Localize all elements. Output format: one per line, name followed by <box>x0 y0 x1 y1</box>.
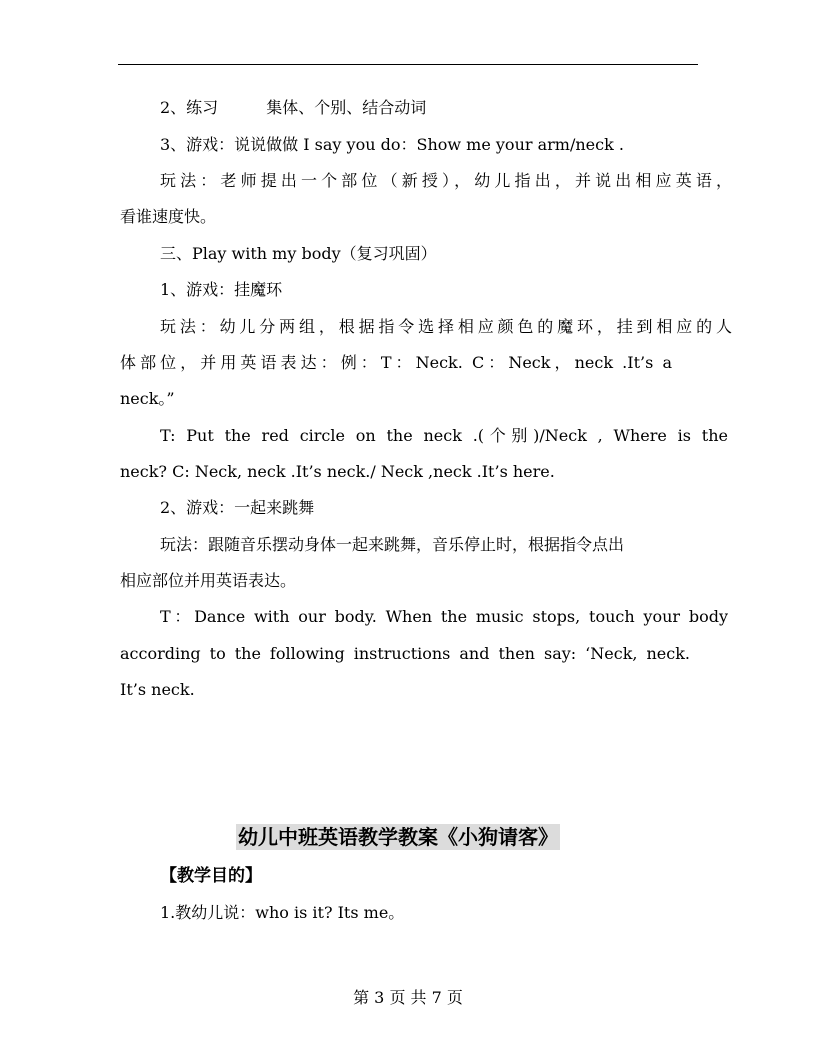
page-footer: 第 3 页 共 7 页 <box>353 988 463 1007</box>
line-game-hoop: 1、游戏：挂魔环 <box>160 280 283 299</box>
line-teacher-put: T: Put the red circle on the neck .(个别)/Neck , Where is the <box>160 426 728 445</box>
practice-label: 2、练习 <box>160 98 219 117</box>
line-play-method-1: 玩法：老师提出一个部位（新授），幼儿指出，并说出相应英语， <box>160 171 732 190</box>
line-game-dance: 2、游戏：一起来跳舞 <box>160 498 315 517</box>
practice-detail: 集体、个别、结合动词 <box>266 98 427 117</box>
line-play-method-2-end: neck。” <box>120 389 175 408</box>
header-rule <box>118 64 698 65</box>
line-teacher-put-cont: neck? C: Neck, neck .It’s neck./ Neck ,neck .It’s here. <box>120 462 555 481</box>
line-game-say-do: 3、游戏：说说做做 I say you do：Show me your arm/neck . <box>160 135 624 154</box>
objective-item-1: 1.教幼儿说：who is it? Its me。 <box>160 903 405 922</box>
section-objectives: 【教学目的】 <box>160 866 262 886</box>
line-practice <box>160 98 426 118</box>
lesson-title: 幼儿中班英语教学教案《小狗请客》 <box>238 825 558 849</box>
line-teacher-dance-end: It’s neck. <box>120 680 195 699</box>
line-play-method-3-cont: 相应部位并用英语表达。 <box>120 571 297 590</box>
line-play-method-2: 玩法：幼儿分两组，根据指令选择相应颜色的魔环，挂到相应的人 <box>160 317 732 336</box>
line-teacher-dance: T：Dance with our body. When the music stops, touch your body <box>160 607 728 626</box>
line-section-three: 三、Play with my body（复习巩固） <box>160 244 437 263</box>
line-play-method-1-cont: 看谁速度快。 <box>120 207 217 226</box>
line-teacher-dance-cont: according to the following instructions and then say: ‘Neck, neck. <box>120 644 690 663</box>
line-play-method-2-cont: 体部位，并用英语表达：例：T：Neck. C：Neck，neck .It’s a <box>120 353 672 372</box>
line-play-method-3: 玩法：跟随音乐摆动身体一起来跳舞，音乐停止时，根据指令点出 <box>160 535 625 554</box>
